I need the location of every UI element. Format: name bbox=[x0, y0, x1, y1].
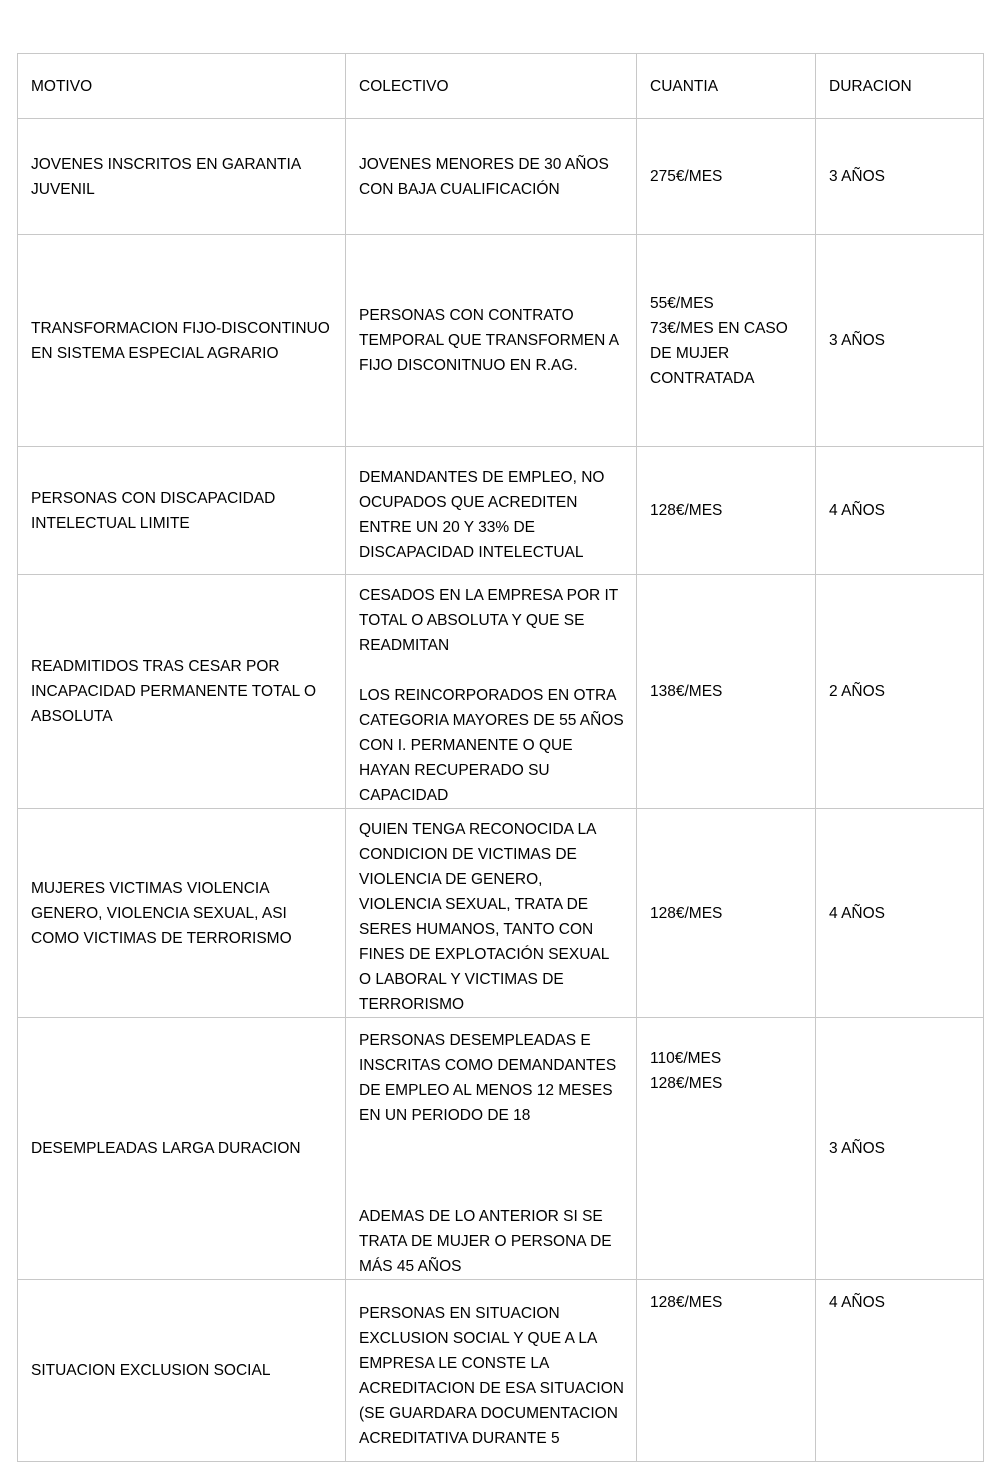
table-row bbox=[18, 1280, 984, 1462]
cell-duracion: 3 AÑOS bbox=[816, 1018, 984, 1280]
table-row bbox=[18, 447, 984, 575]
cell-colectivo bbox=[346, 575, 637, 809]
table-row bbox=[18, 575, 984, 809]
table-body bbox=[18, 119, 984, 1462]
table-row bbox=[18, 235, 984, 447]
table-header bbox=[18, 54, 984, 119]
table-header-row bbox=[18, 54, 984, 119]
cell-cuantia: 138€/MES bbox=[637, 575, 816, 809]
colectivo-paragraph-2: LOS REINCORPORADOS EN OTRA CATEGORIA MAYORES DE 55 AÑOS CON I. PERMANENTE O QUE HAYAN RECUPERADO SU CAPACIDAD bbox=[359, 687, 624, 804]
cuantia-value-secondary: 128€/MES bbox=[650, 1075, 723, 1092]
cell-motivo: DESEMPLEADAS LARGA DURACION bbox=[18, 1018, 346, 1280]
cell-duracion: 4 AÑOS bbox=[816, 1280, 984, 1462]
subsidy-bonus-table bbox=[17, 53, 984, 1462]
cuantia-value-primary: 55€/MES bbox=[650, 294, 714, 312]
cell-colectivo: PERSONAS CON CONTRATO TEMPORAL QUE TRANSFORMEN A FIJO DISCONITNUO EN R.AG. bbox=[346, 235, 637, 447]
colectivo-paragraph-1: PERSONAS DESEMPLEADAS E INSCRITAS COMO DEMANDANTES DE EMPLEO AL MENOS 12 MESES EN UN PERIODO DE 18 bbox=[359, 1032, 617, 1124]
cell-colectivo bbox=[346, 1018, 637, 1280]
cell-motivo: TRANSFORMACION FIJO-DISCONTINUO EN SISTEMA ESPECIAL AGRARIO bbox=[18, 235, 346, 447]
colectivo-paragraph-1: CESADOS EN LA EMPRESA POR IT TOTAL O ABSOLUTA Y QUE SE READMITAN bbox=[359, 587, 618, 654]
cell-duracion: 3 AÑOS bbox=[816, 119, 984, 235]
cell-motivo: PERSONAS CON DISCAPACIDAD INTELECTUAL LIMITE bbox=[18, 447, 346, 575]
cell-motivo: JOVENES INSCRITOS EN GARANTIA JUVENIL bbox=[18, 119, 346, 235]
column-header-motivo: MOTIVO bbox=[18, 54, 346, 119]
cell-duracion: 3 AÑOS bbox=[816, 235, 984, 447]
cell-motivo: READMITIDOS TRAS CESAR POR INCAPACIDAD PERMANENTE TOTAL O ABSOLUTA bbox=[18, 575, 346, 809]
cell-colectivo: JOVENES MENORES DE 30 AÑOS CON BAJA CUALIFICACIÓN bbox=[346, 119, 637, 235]
spacer bbox=[359, 658, 624, 683]
cell-motivo: MUJERES VICTIMAS VIOLENCIA GENERO, VIOLENCIA SEXUAL, ASI COMO VICTIMAS DE TERRORISMO bbox=[18, 809, 346, 1018]
column-header-cuantia: CUANTIA bbox=[637, 54, 816, 119]
cuantia-value-secondary: 73€/MES EN CASO DE MUJER CONTRATADA bbox=[650, 319, 788, 387]
cell-duracion: 2 AÑOS bbox=[816, 575, 984, 809]
cell-cuantia: 128€/MES bbox=[637, 1280, 816, 1462]
cell-duracion: 4 AÑOS bbox=[816, 447, 984, 575]
cell-colectivo: PERSONAS EN SITUACION EXCLUSION SOCIAL Y QUE A LA EMPRESA LE CONSTE LA ACREDITACION DE ESA SITUACION (SE GUARDARA DOCUMENTACION ACREDITATIVA DURANTE 5 bbox=[346, 1280, 637, 1462]
cell-cuantia: 128€/MES bbox=[637, 809, 816, 1018]
column-header-colectivo: COLECTIVO bbox=[346, 54, 637, 119]
cell-cuantia bbox=[637, 1018, 816, 1280]
cell-cuantia: 275€/MES bbox=[637, 119, 816, 235]
cell-cuantia bbox=[637, 235, 816, 447]
table-row bbox=[18, 1018, 984, 1280]
cell-duracion: 4 AÑOS bbox=[816, 809, 984, 1018]
spacer bbox=[359, 1128, 624, 1204]
cell-colectivo: DEMANDANTES DE EMPLEO, NO OCUPADOS QUE ACREDITEN ENTRE UN 20 Y 33% DE DISCAPACIDAD INTELECTUAL bbox=[346, 447, 637, 575]
colectivo-paragraph-2: ADEMAS DE LO ANTERIOR SI SE TRATA DE MUJER O PERSONA DE MÁS 45 AÑOS bbox=[359, 1208, 612, 1275]
column-header-duracion: DURACION bbox=[816, 54, 984, 119]
cuantia-value-primary: 110€/MES bbox=[650, 1050, 722, 1067]
cell-cuantia: 128€/MES bbox=[637, 447, 816, 575]
table-row bbox=[18, 119, 984, 235]
cell-motivo: SITUACION EXCLUSION SOCIAL bbox=[18, 1280, 346, 1462]
cell-colectivo: QUIEN TENGA RECONOCIDA LA CONDICION DE VICTIMAS DE VIOLENCIA DE GENERO, VIOLENCIA SEXUAL, TRATA DE SERES HUMANOS, TANTO CON FINES DE EXPLOTACIÓN SEXUAL O LABORAL Y VICTIMAS DE TERRORISMO bbox=[346, 809, 637, 1018]
table-row bbox=[18, 809, 984, 1018]
